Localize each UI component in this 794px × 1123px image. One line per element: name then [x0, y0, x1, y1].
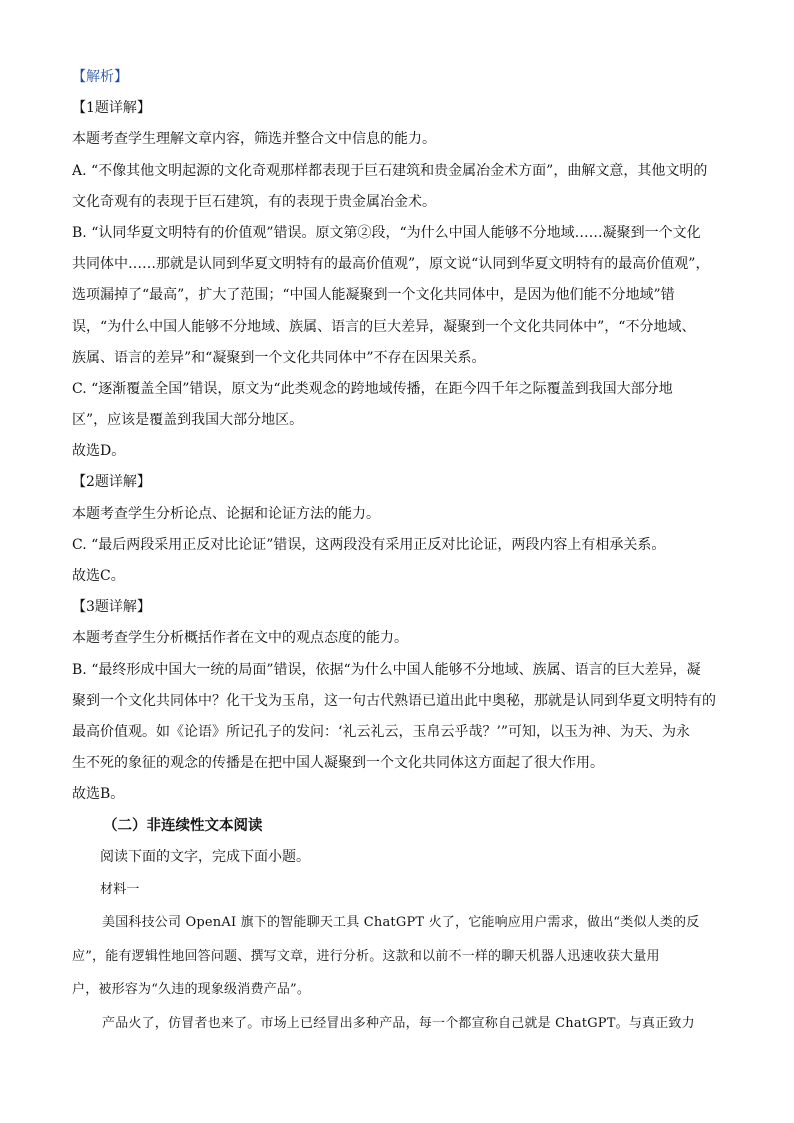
material-line: 应”，能有逻辑性地回答问题、撰写文章，进行分析。这款和以前不一样的聊天机器人迅速收获大量用	[72, 948, 660, 964]
q3-answer: 故选B。	[72, 786, 125, 803]
q3-line: 最高价值观。如《论语》所记孔子的发问：‘礼云礼云，玉帛云乎哉？’”可知，以玉为神、为天、为永	[72, 723, 691, 740]
q1-line: 本题考查学生理解文章内容，筛选并整合文中信息的能力。	[72, 131, 436, 148]
q3-heading: 【3题详解】	[72, 599, 151, 616]
q3-line: 本题考查学生分析概括作者在文中的观点态度的能力。	[72, 630, 408, 647]
q1-answer: 故选D。	[72, 443, 126, 460]
document-content	[72, 62, 722, 1040]
q2-line: 本题考查学生分析论点、论据和论证方法的能力。	[72, 505, 380, 522]
material-label: 材料一	[100, 881, 140, 897]
q1-line: 区”，应该是覆盖到我国大部分地区。	[72, 412, 304, 429]
q3-line: 聚到一个文化共同体中？化干戈为玉帛，这一句古代熟语已道出此中奥秘，那就是认同到华夏文明特有的	[72, 692, 716, 709]
material-line: 户，被形容为“久违的现象级消费产品”。	[72, 982, 311, 998]
material-line: 产品火了，仿冒者也来了。市场上已经冒出多种产品，每一个都宣称自己就是 ChatGPT。与真正致力	[102, 1015, 695, 1031]
q2-heading: 【2题详解】	[72, 474, 151, 491]
material-line: 美国科技公司 OpenAI 旗下的智能聊天工具 ChatGPT 火了，它能响应用户需求，做出“类似人类的反	[102, 915, 700, 931]
q1-line: C. “逐渐覆盖全国”错误，原文为“此类观念的跨地域传播，在距今四千年之际覆盖到我国大部分地	[72, 380, 673, 397]
q1-line: 共同体中……那就是认同到华夏文明特有的最高价值观”，原文说“认同到华夏文明特有的最高价值观”，	[72, 256, 710, 273]
q2-answer: 故选C。	[72, 568, 125, 584]
q1-line: 选项漏掉了“最高”，扩大了范围；“中国人能凝聚到一个文化共同体中，是因为他们能不分地域”错	[72, 287, 675, 304]
q1-line: 文化奇观有的表现于巨石建筑，有的表现于贵金属冶金术。	[72, 193, 436, 210]
q1-line: B. “认同华夏文明特有的价值观”错误。原文第②段，“为什么中国人能够不分地域……凝聚到一个文化	[72, 224, 701, 241]
q3-line: 生不死的象征的观念的传播是在把中国人凝聚到一个文化共同体这方面起了很大作用。	[72, 755, 604, 772]
analysis-heading: 【解析】	[72, 69, 128, 85]
q1-line: A. “不像其他文明起源的文化奇观那样都表现于巨石建筑和贵金属冶金术方面”，曲解文意，其他文明的	[72, 162, 708, 179]
section-title: （二）非连续性文本阅读	[103, 817, 263, 834]
q1-line: 族属、语言的差异”和“凝聚到一个文化共同体中”不存在因果关系。	[72, 349, 486, 366]
q1-line: 误，“为什么中国人能够不分地域、族属、语言的巨大差异，凝聚到一个文化共同体中”，“不分地域、	[72, 318, 696, 335]
q3-line: B. “最终形成中国大一统的局面”错误，依据“为什么中国人能够不分地域、族属、语言的巨大差异，凝	[72, 661, 701, 678]
section-instruction: 阅读下面的文字，完成下面小题。	[100, 848, 310, 865]
q2-line: C. “最后两段采用正反对比论证”错误，这两段没有采用正反对比论证，两段内容上有相承关系。	[72, 536, 666, 553]
q1-heading: 【1题详解】	[72, 100, 151, 117]
